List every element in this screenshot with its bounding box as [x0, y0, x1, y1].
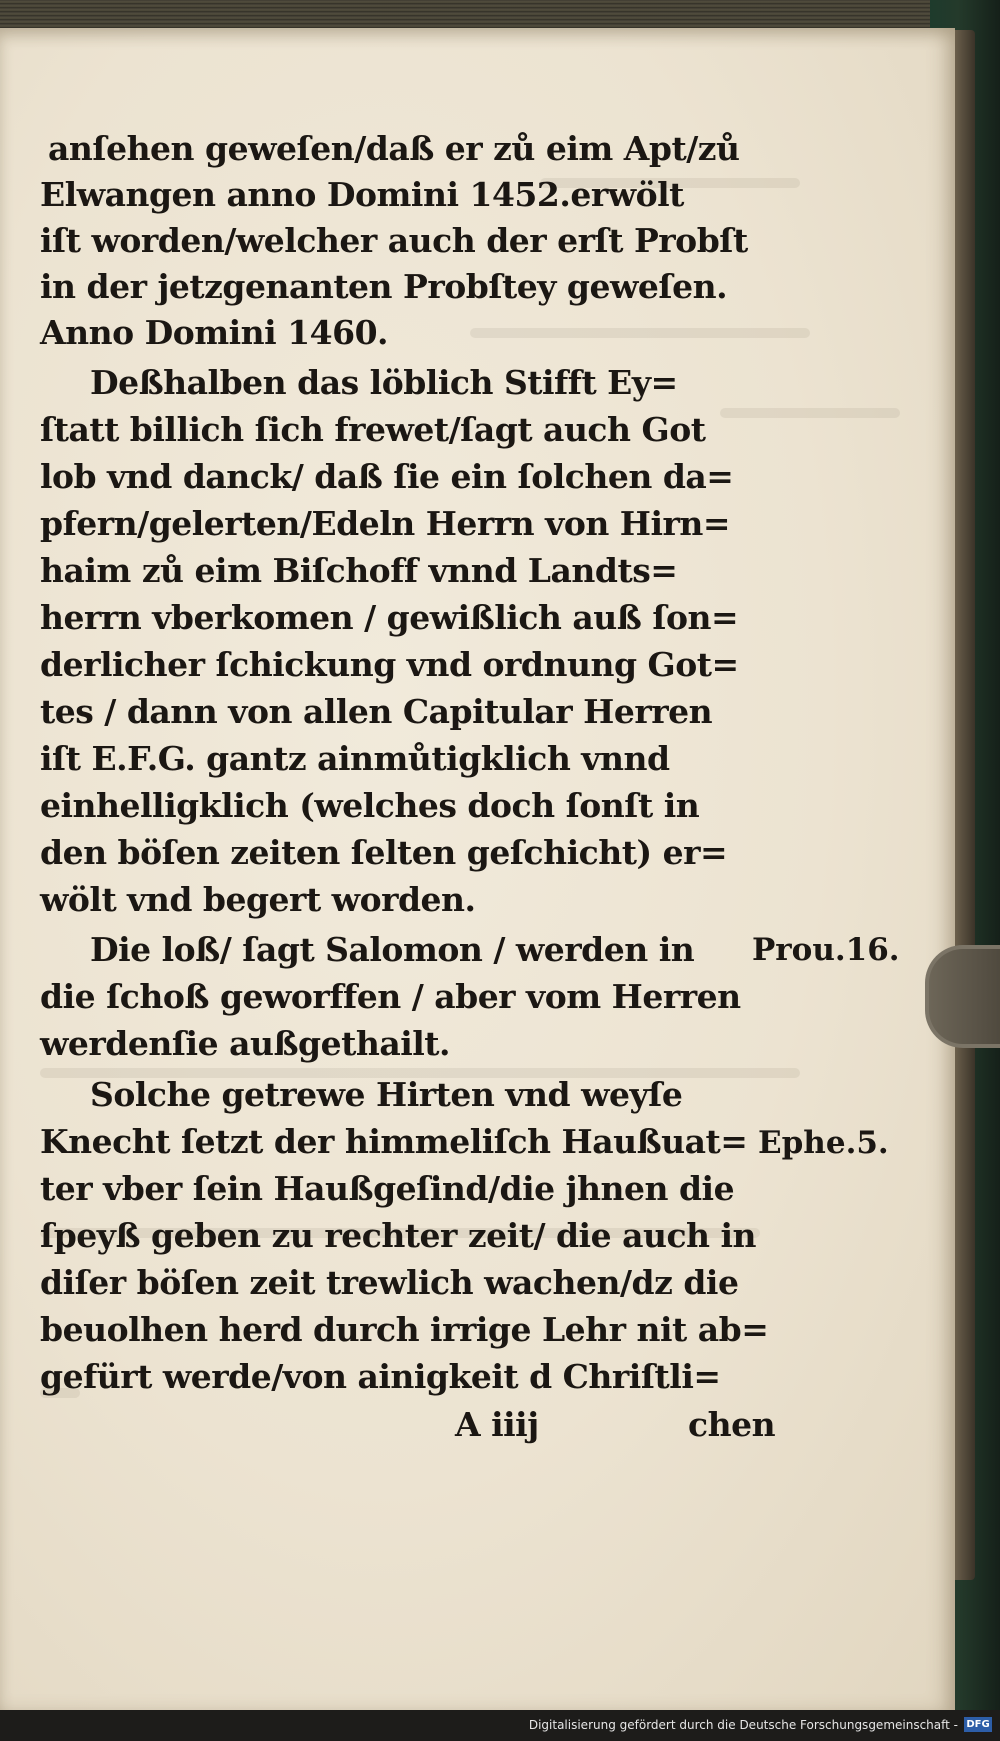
text-line: beuolhen herd durch irrige Lehr nit ab=	[40, 1310, 769, 1349]
text-line: gefürt werde/von ainigkeit d Chriſtli=	[40, 1357, 721, 1396]
text-line: tes / dann von allen Capitular Herren	[40, 692, 713, 731]
text-line: iſt E.F.G. gantz ainmůtigklich vnnd	[40, 739, 670, 778]
text-line: die ſchoß geworffen / aber vom Herren	[40, 977, 741, 1016]
catchword: chen	[688, 1405, 776, 1444]
text-line: den böſen zeiten ſelten geſchicht) er=	[40, 833, 728, 872]
text-line: lob vnd danck/ daß ſie ein ſolchen da=	[40, 457, 734, 496]
text-line: iſt worden/welcher auch der erſt Probſt	[40, 221, 748, 260]
margin-note-ephesians: Ephe.5.	[758, 1125, 889, 1161]
text-line: wölt vnd begert worden.	[40, 880, 476, 919]
text-line: werdenſie außgethailt.	[40, 1024, 451, 1063]
text-line: ſtatt billich ſich frewet/ſagt auch Got	[40, 410, 706, 449]
text-line: Knecht ſetzt der himmeliſch Haußuat=	[40, 1122, 748, 1161]
margin-note-proverbs: Prou.16.	[752, 932, 900, 968]
show-through-mark	[470, 328, 810, 338]
text-line: anſehen geweſen/daß er zů eim Apt/zů	[48, 129, 740, 168]
text-line: Elwangen anno Domini 1452.erwölt	[40, 175, 684, 214]
text-line: ſpeyß geben zu rechter zeit/ die auch in	[40, 1216, 757, 1255]
text-line: einhelligklich (welches doch ſonſt in	[40, 786, 700, 825]
book-page	[0, 28, 955, 1713]
text-line: Solche getrewe Hirten vnd weyſe	[90, 1075, 683, 1114]
text-line: haim zů eim Biſchoff vnnd Landts=	[40, 551, 678, 590]
funding-credit: Digitalisierung gefördert durch die Deutsche Forschungsgemeinschaft -	[528, 1718, 958, 1732]
text-line: diſer böſen zeit trewlich wachen/dz die	[40, 1263, 739, 1302]
text-line: ter vber ſein Haußgeſind/die jhnen die	[40, 1169, 735, 1208]
text-line: Anno Domini 1460.	[40, 313, 389, 352]
book-clasp	[925, 945, 1000, 1048]
text-line: Deßhalben das löblich Stifft Ey=	[90, 363, 678, 402]
signature-mark: A iiij	[455, 1405, 539, 1444]
show-through-mark	[720, 408, 900, 418]
text-line: herrn vberkomen / gewißlich auß ſon=	[40, 598, 739, 637]
text-line: pfern/gelerten/Edeln Herrn von Hirn=	[40, 504, 731, 543]
text-line: derlicher ſchickung vnd ordnung Got=	[40, 645, 739, 684]
dfg-logo: DFG	[964, 1717, 992, 1732]
text-line: in der jetzgenanten Probſtey geweſen.	[40, 267, 728, 306]
text-line: Die loß/ ſagt Salomon / werden in	[90, 930, 695, 969]
